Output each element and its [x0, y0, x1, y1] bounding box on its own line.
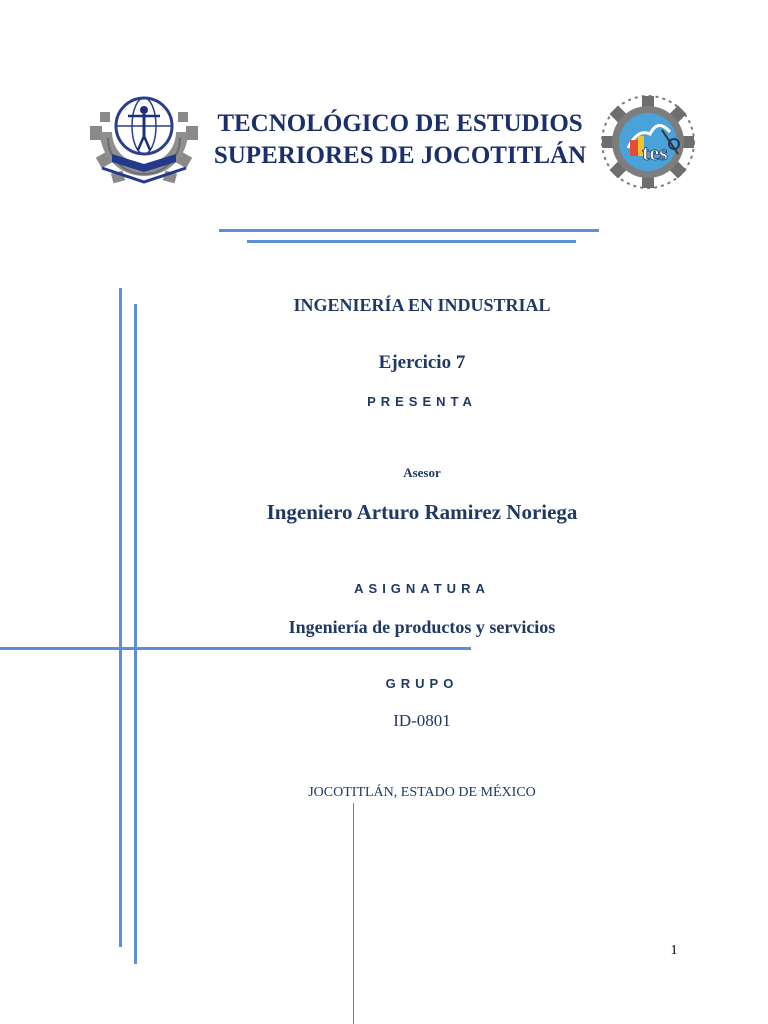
exercise-title: Ejercicio 7 — [378, 352, 466, 373]
institution-title — [200, 108, 600, 172]
institution-title-line2: SUPERIORES DE JOCOTITLÁN — [213, 142, 587, 169]
group-label: GRUPO — [385, 676, 459, 691]
career-name: INGENIERÍA EN INDUSTRIAL — [293, 295, 551, 315]
group-id: ID-0801 — [393, 711, 451, 730]
left-vertical-rule-outer — [119, 288, 122, 947]
horizontal-cross-rule — [0, 647, 471, 650]
institution-title-line1: TECNOLÓGICO DE ESTUDIOS — [217, 110, 583, 137]
institute-emblem-logo — [88, 92, 200, 188]
header-rule-top — [219, 229, 599, 232]
location: JOCOTITLÁN, ESTADO DE MÉXICO — [308, 785, 536, 800]
subject-name: Ingeniería de productos y servicios — [288, 617, 556, 637]
subject-label: ASIGNATURA — [354, 581, 490, 596]
presents-label: PRESENTA — [367, 394, 477, 409]
advisor-name: Ingeniero Arturo Ramirez Noriega — [266, 500, 578, 524]
page-number: 1 — [670, 943, 678, 958]
header-rule-bottom — [247, 240, 576, 243]
left-vertical-rule-inner — [134, 304, 137, 964]
thin-vertical-line — [353, 803, 354, 1024]
advisor-label: Asesor — [403, 465, 441, 480]
svg-text:tes: tes — [642, 140, 668, 165]
tesjo-seal-logo — [598, 88, 698, 196]
